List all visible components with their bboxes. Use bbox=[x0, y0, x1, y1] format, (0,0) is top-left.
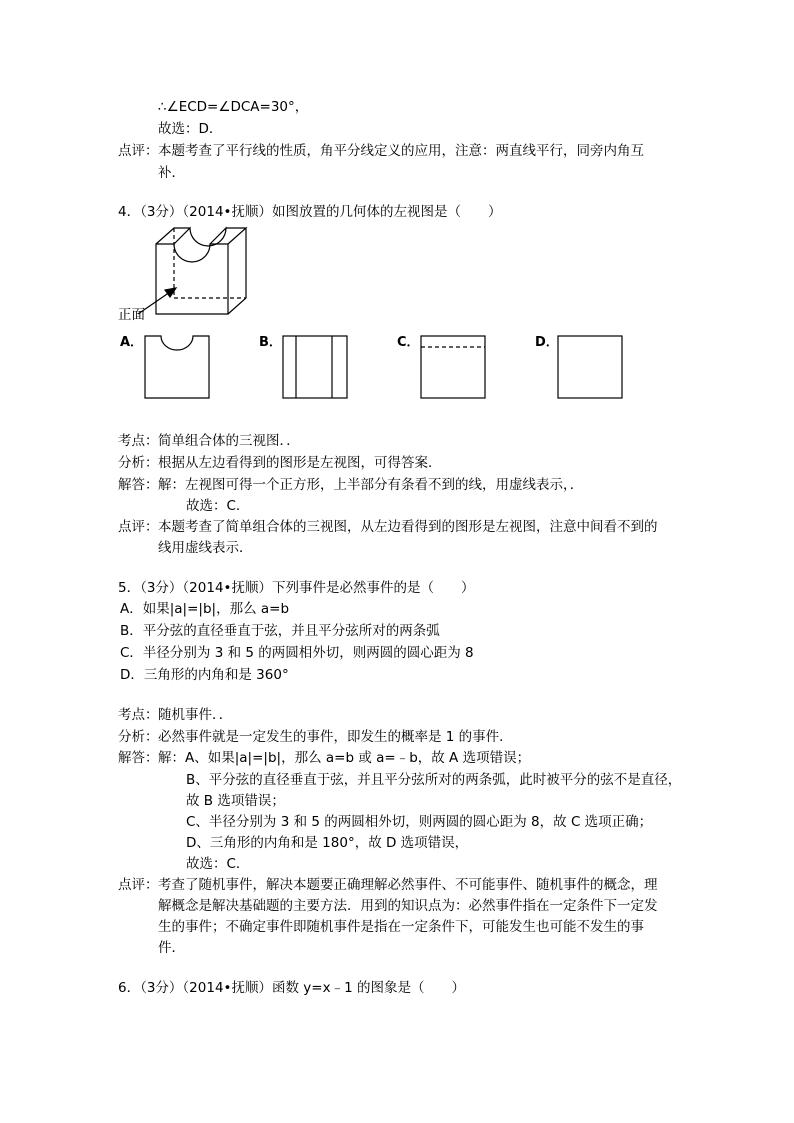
q4-option-b-figure bbox=[282, 335, 348, 399]
prev-comment-label: 点评： bbox=[118, 143, 159, 159]
q4-jieda-label: 解答： bbox=[118, 477, 159, 493]
q4-fenxi: 根据从左边看得到的图形是左视图，可得答案． bbox=[158, 455, 442, 471]
q5-jieda-line-4: C、半径分别为 3 和 5 的两圆相外切，则两圆的圆心距为 8，故 C 选项正确； bbox=[186, 814, 653, 830]
q4-fenxi-label: 分析： bbox=[118, 455, 159, 471]
q5-kaodian-label: 考点： bbox=[118, 707, 159, 723]
q4-jieda-line-1: 解：左视图可得一个正方形，上半部分有条看不到的线，用虚线表示，． bbox=[158, 477, 584, 493]
q6-title: 6．（3分）（2014•抚顺）函数 y=x﹣1 的图象是（ ） bbox=[118, 980, 465, 996]
q4-option-b-label: B． bbox=[259, 335, 282, 350]
q5-dianping-line-3: 生的事件；不确定事件即随机事件是指在一定条件下，可能发生也可能不发生的事 bbox=[158, 919, 644, 935]
q5-fenxi: 必然事件就是一定发生的事件，即发生的概率是 1 的事件． bbox=[158, 729, 513, 745]
q4-title: 4．（3分）（2014•抚顺）如图放置的几何体的左视图是（ ） bbox=[118, 204, 502, 220]
q5-option-b: B．平分弦的直径垂直于弦，并且平分弦所对的两条弧 bbox=[120, 623, 440, 639]
q5-dianping-label: 点评： bbox=[118, 877, 159, 893]
q4-option-d-label: D． bbox=[535, 335, 559, 350]
front-label: 正面 bbox=[118, 307, 145, 323]
q4-jieda-line-2: 故选：C． bbox=[186, 498, 250, 514]
prev-comment-line-1: 本题考查了平行线的性质，角平分线定义的应用，注意：两直线平行，同旁内角互 bbox=[158, 143, 644, 159]
q4-option-a-label: A． bbox=[120, 335, 144, 350]
q5-fenxi-label: 分析： bbox=[118, 729, 159, 745]
q5-option-c: C．半径分别为 3 和 5 的两圆相外切，则两圆的圆心距为 8 bbox=[120, 645, 474, 661]
q4-option-c-label: C． bbox=[397, 335, 420, 350]
q5-dianping-line-1: 考查了随机事件，解决本题要正确理解必然事件、不可能事件、随机事件的概念，理 bbox=[158, 877, 658, 893]
prev-line-2: 故选：D． bbox=[158, 121, 223, 137]
q5-jieda-label: 解答： bbox=[118, 750, 159, 766]
q5-option-d: D．三角形的内角和是 360° bbox=[120, 667, 289, 683]
q4-kaodian: 简单组合体的三视图．． bbox=[158, 433, 300, 449]
q5-option-a: A．如果|a|=|b|，那么 a=b bbox=[120, 601, 290, 617]
prev-line-1: ∴∠ECD=∠DCA=30°， bbox=[158, 99, 309, 115]
q5-jieda-line-2: B、平分弦的直径垂直于弦，并且平分弦所对的两条弧，此时被平分的弦不是直径， bbox=[186, 772, 682, 788]
q4-option-c-figure bbox=[420, 335, 486, 399]
q5-dianping-line-2: 解概念是解决基础题的主要方法．用到的知识点为：必然事件指在一定条件下一定发 bbox=[158, 898, 658, 914]
q5-kaodian: 随机事件．． bbox=[158, 707, 233, 723]
q5-jieda-line-3: 故 B 选项错误； bbox=[186, 793, 285, 809]
q4-option-d-figure bbox=[557, 335, 623, 399]
q4-kaodian-label: 考点： bbox=[118, 433, 159, 449]
q4-dianping-label: 点评： bbox=[118, 519, 159, 535]
prev-comment-line-2: 补． bbox=[158, 165, 185, 181]
q5-jieda-line-5: D、三角形的内角和是 180°，故 D 选项错误， bbox=[186, 835, 469, 851]
q5-jieda-line-1: 解：A、如果|a|=|b|，那么 a=b 或 a=﹣b，故 A 选项错误； bbox=[158, 750, 531, 766]
q4-dianping-line-1: 本题考查了简单组合体的三视图，从左边看得到的图形是左视图，注意中间看不到的 bbox=[158, 519, 658, 535]
q5-jieda-line-6: 故选：C． bbox=[186, 856, 250, 872]
q5-dianping-line-4: 件． bbox=[158, 940, 185, 956]
q4-option-a-figure bbox=[144, 335, 210, 399]
q4-dianping-line-2: 线用虚线表示． bbox=[158, 540, 253, 556]
q5-title: 5．（3分）（2014•抚顺）下列事件是必然事件的是（ ） bbox=[118, 580, 475, 596]
